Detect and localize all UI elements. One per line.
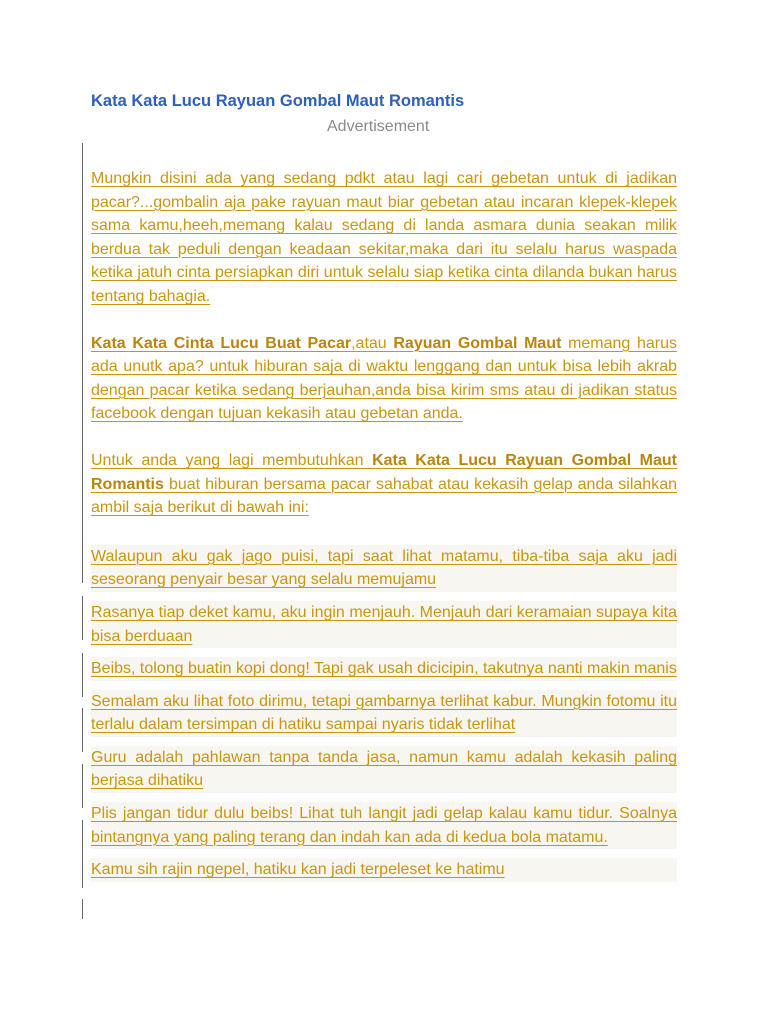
paragraph-text: buat hiburan bersama pacar sahabat atau kekasih gelap anda silahkan ambil saja berikut di bawah ini: [91,475,677,517]
page-title: Kata Kata Lucu Rayuan Gombal Maut Romantis [91,92,465,110]
paragraph-text: ,atau [351,334,394,352]
margin-rule [82,764,83,808]
paragraph-text: Untuk anda yang lagi membutuhkan [91,451,373,469]
keyword-link[interactable]: Kata Kata Lucu Rayuan Gombal Maut Romantis [91,451,678,493]
quote-item: Rasanya tiap deket kamu, aku ingin menjauh. Menjauh dari keramaian supaya kita bisa berduaan [91,601,677,648]
keyword-link[interactable]: Kata Kata Cinta Lucu Buat Pacar [91,334,352,352]
paragraph-text: memang harus ada unutk apa? untuk hiburan saja di waktu lenggang dan untuk bisa lebih akrab dengan pacar ketika sedang berjauhan,anda bisa kirim sms atau di jadikan status facebook dengan tujuan kekasih atau gebetan anda. [91,334,678,423]
margin-rule [82,653,83,697]
margin-rule [82,899,83,919]
keyword-link[interactable]: Rayuan Gombal Maut [393,334,562,352]
body-paragraph [91,449,677,520]
quote-item: Kamu sih rajin ngepel, hatiku kan jadi terpeleset ke hatimu [91,858,677,882]
quote-item: Beibs, tolong buatin kopi dong! Tapi gak usah dicicipin, takutnya nanti makin manis [91,657,677,681]
body-paragraph [91,332,677,426]
margin-rule [82,596,83,640]
advertisement-label: Advertisement [327,118,430,135]
margin-rule [82,143,83,583]
quote-item: Plis jangan tidur dulu beibs! Lihat tuh langit jadi gelap kalau kamu tidur. Soalnya bintangnya yang paling terang dan indah kan ada di kedua bola matamu. [91,802,677,849]
intro-paragraph: Mungkin disini ada yang sedang pdkt atau lagi cari gebetan untuk di jadikan pacar?...gombalin aja pake rayuan maut biar gebetan atau incaran klepek-klepek sama kamu,heeh,memang kalau sedang di landa asmara dunia seakan milik berdua tak peduli dengan keadaan sekitar,maka dari itu selalu harus waspada ketika jatuh cinta persiapkan diri untuk selalu siap ketika cinta dilanda bukan harus tentang bahagia. [91,170,677,305]
quote-item: Guru adalah pahlawan tanpa tanda jasa, namun kamu adalah kekasih paling berjasa dihatiku [91,746,677,793]
margin-rule [82,820,83,888]
quote-item: Walaupun aku gak jago puisi, tapi saat lihat matamu, tiba-tiba saja aku jadi seseorang penyair besar yang selalu memujamu [91,545,677,592]
margin-rule [82,708,83,752]
quote-item: Semalam aku lihat foto dirimu, tetapi gambarnya terlihat kabur. Mungkin fotomu itu terlalu dalam tersimpan di hatiku sampai nyaris tidak terlihat [91,690,677,737]
article-body [91,167,677,882]
